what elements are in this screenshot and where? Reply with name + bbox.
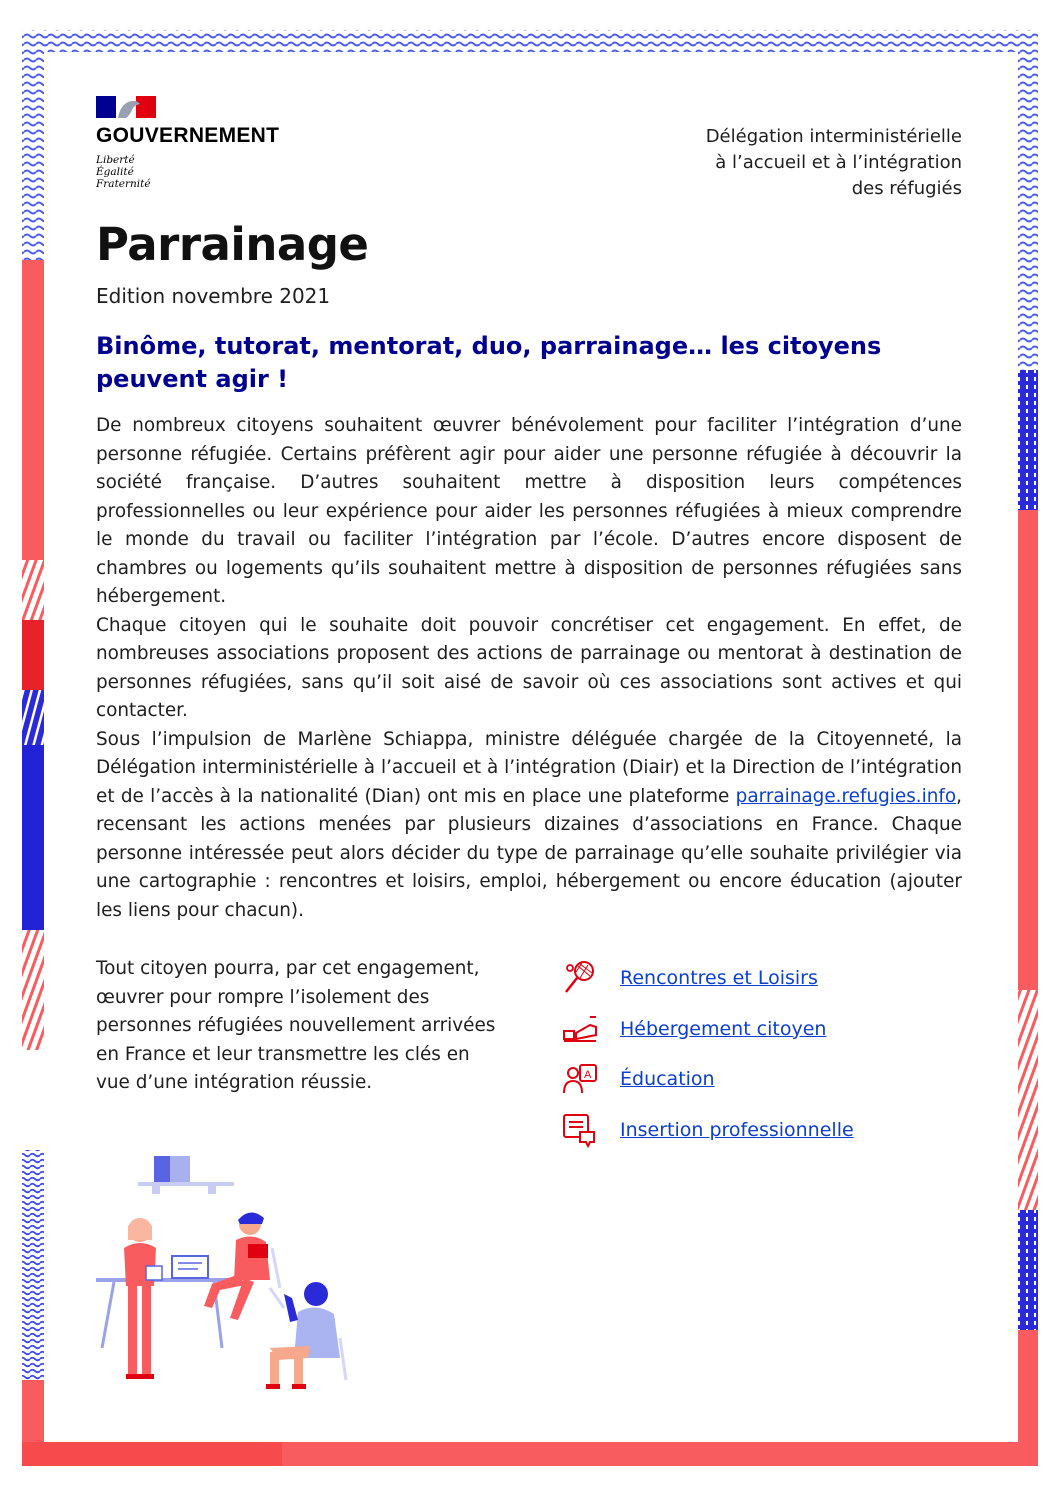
motto-egalite: Égalité [96,166,134,178]
paragraph-engagement: Chaque citoyen qui le souhaite doit pouvoir concrétiser cet engagement. En effet, de nombreuses associations proposent des actions de parrainage ou mentorat à destination de personnes réfugiées, sans qu’il soit aisé de savoir où ces associations sont actives et qui contacter. [96,614,962,721]
edition-date: Edition novembre 2021 [96,284,331,308]
paragraph-platform-start: Sous l’impulsion de Marlène Schiappa, ministre déléguée chargée de la Citoyenneté, la Délégation interministérielle à l’accueil et à l’intégration (Diair) et la Direction de l’intégration et de l’accès à la nationalité (Dian) ont mis en place une plateforme [96,728,962,807]
link-row-hebergement [560,1011,980,1047]
link-insertion-professionnelle[interactable]: Insertion professionnelle [620,1118,854,1141]
link-hebergement-citoyen[interactable]: Hébergement citoyen [620,1017,827,1040]
link-row-education [560,1061,980,1097]
page-title: Parrainage [96,218,369,271]
motto-liberte: Liberté [96,154,135,166]
link-education[interactable]: Éducation [620,1068,715,1090]
motto [96,154,306,190]
tennis-racket-icon [560,960,600,996]
subtitle: Binôme, tutorat, mentorat, duo, parrainage… les citoyens peuvent agir ! [96,332,882,393]
category-links [560,960,980,1162]
paragraph-intro: De nombreux citoyens souhaitent œuvrer bénévolement pour faciliter l’intégration d’une personne réfugiée. Certains préfèrent agir pour aider une personne réfugiée à découvrir la société française. D’autres souhaitent mettre à disposition leurs compétences professionnelles ou leur expérience pour aider les personnes réfugiées à mieux comprendre le monde du travail ou faciliter l’intégration par l’école. D’autres encore disposent de chambres ou logements qu’ils souhaitent mettre à disposition de personnes réfugiées sans hébergement. [96,415,962,607]
svg-text:A: A [584,1069,592,1081]
government-logo [96,96,306,190]
link-row-insertion [560,1112,980,1148]
delegation-line: à l’accueil et à l’intégration [715,152,962,173]
closing-paragraph: Tout citoyen pourra, par cet engagement, œuvrer pour rompre l’isolement des personnes réfugiées nouvellement arrivées en France et leur transmettre les clés en vue d’une intégration réussie. [96,958,496,1093]
teacher-icon [560,1061,600,1097]
paragraph-platform [96,726,962,926]
link-row-rencontres [560,960,980,996]
government-title: GOUVERNEMENT [96,124,280,147]
office-illustration [94,1148,364,1408]
link-rencontres-loisirs[interactable]: Rencontres et Loisirs [620,967,818,989]
platform-link[interactable]: parrainage.refugies.info [735,785,957,807]
delegation-line: des réfugiés [851,178,962,199]
motto-fraternite: Fraternité [96,178,151,190]
delegation-line: Délégation interministérielle [705,126,962,147]
body-text [96,412,962,925]
paragraph-platform-end: , recensant les actions menées par plusieurs dizaines d’associations en France. Chaque personne intéressée peut alors décider du type de parrainage qu’elle souhaite privilégier via une cartographie : rencontres et loisirs, emploi, hébergement ou encore éducation (ajouter les liens pour chacun). [96,785,962,921]
delegation-name [706,124,962,202]
marianne-flag-icon [96,96,156,118]
document-chat-icon [560,1112,600,1148]
bed-icon [560,1011,600,1047]
